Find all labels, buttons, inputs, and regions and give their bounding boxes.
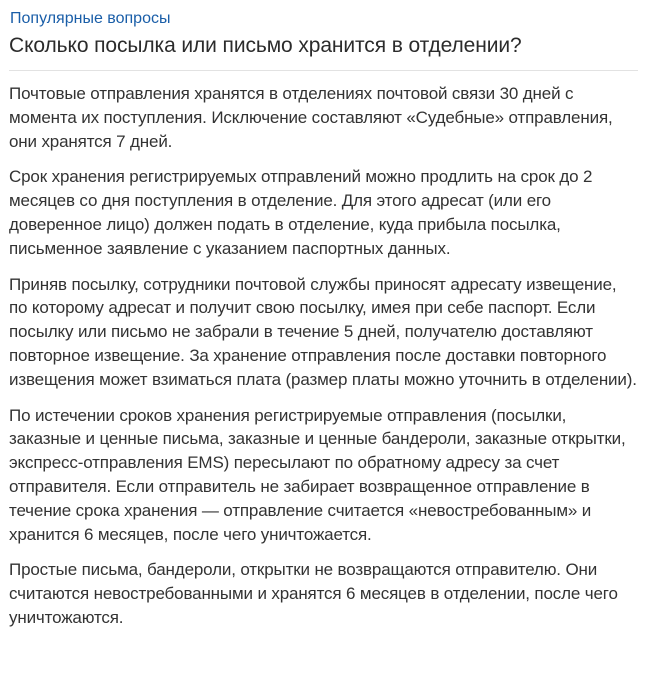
article-paragraph-simple-mail: Простые письма, бандероли, открытки не возвращаются отправителю. Они считаются невостребованными и хранятся 6 месяцев в отделении, после чего уничтожаются. bbox=[9, 560, 618, 627]
page-title: Сколько посылка или письмо хранится в отделении? bbox=[9, 34, 522, 57]
breadcrumb-popular-questions-link[interactable]: Популярные вопросы bbox=[10, 10, 171, 27]
article-paragraph-extension: Срок хранения регистрируемых отправлений можно продлить на срок до 2 месяцев со дня поступления в отделение. Для этого адресат (или его доверенное лицо) должен подать в отделение, куда прибыла посылка, письменное заявление с указанием паспортных данных. bbox=[9, 167, 593, 258]
article-paragraph-storage-period: Почтовые отправления хранятся в отделениях почтовой связи 30 дней с момента их поступления. Исключение составляют «Судебные» отправления, они хранятся 7 дней. bbox=[9, 84, 613, 151]
article-paragraph-return: По истечении сроков хранения регистрируемые отправления (посылки, заказные и ценные письма, заказные и ценные бандероли, заказные открытки, экспресс-отправления EMS) пересылают по обратному адресу за счет отправителя. Если отправитель не забирает возвращенное отправление в течение срока хранения — отправление считается «невостребованным» и хранится 6 месяцев, после чего уничтожается. bbox=[9, 405, 626, 544]
title-divider bbox=[9, 70, 638, 71]
article-paragraph-notification: Приняв посылку, сотрудники почтовой службы приносят адресату извещение, по которому адресат и получит свою посылку, имея при себе паспорт. Если посылку или письмо не забрали в течение 5 дней, получателю доставляют повторное извещение. За хранение отправления после доставки повторного извещения может взиматься плата (размер платы можно уточнить в отделении). bbox=[9, 274, 637, 389]
answer-article bbox=[9, 82, 638, 630]
